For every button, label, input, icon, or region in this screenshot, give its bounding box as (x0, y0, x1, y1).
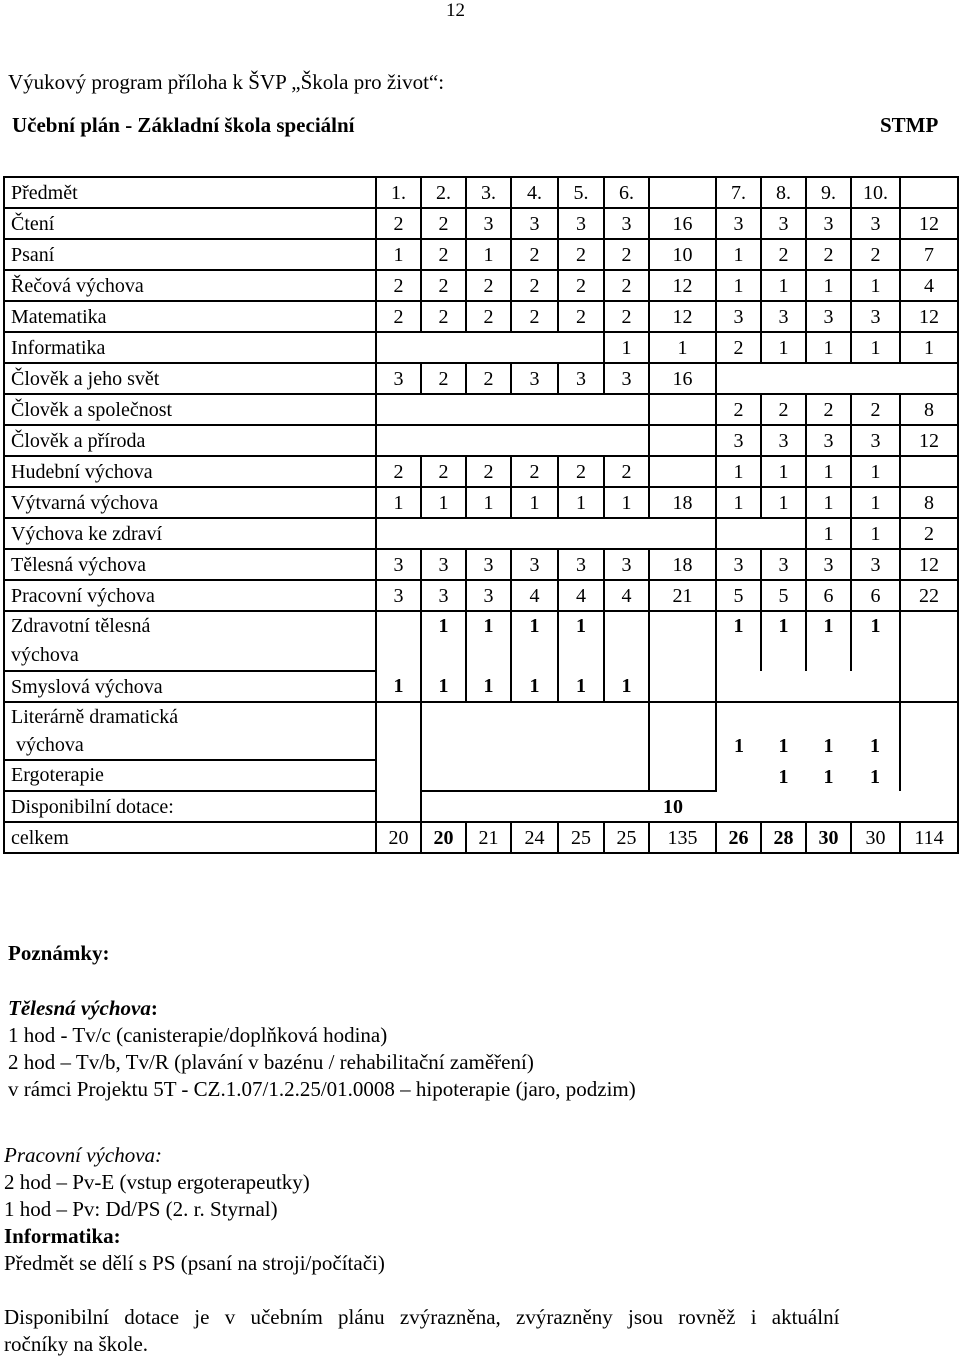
table-cell: 2 (466, 301, 511, 332)
curriculum-table (3, 176, 959, 854)
table-cell: 3 (716, 301, 761, 332)
table-cell: 18 (649, 549, 716, 580)
table-header-row (4, 177, 958, 208)
table-cell: 3 (716, 549, 761, 580)
tv-line: 2 hod – Tv/b, Tv/R (plavání v bazénu / rehabilitační zaměření) (8, 1050, 534, 1074)
subject-name: Řečová výchova (4, 270, 376, 301)
table-cell: 1 (558, 671, 604, 702)
subject-name: Psaní (4, 239, 376, 270)
table-cell: 1 (806, 487, 851, 518)
table-cell: 3 (806, 425, 851, 456)
table-cell: 2 (421, 270, 466, 301)
table-cell: 21 (649, 580, 716, 611)
table-cell: 3 (511, 363, 558, 394)
table-cell: 12 (900, 301, 958, 332)
total-cell: 20 (421, 822, 466, 853)
table-row (4, 363, 958, 394)
plan-title: Učební plán - Základní škola speciální (12, 113, 355, 137)
table-cell (900, 760, 958, 791)
subject-name: Člověk a příroda (4, 425, 376, 456)
subject-name: Smyslová výchova (4, 671, 376, 702)
final-note: ročníky na škole. (4, 1332, 149, 1356)
tv-line: v rámci Projektu 5T - CZ.1.07/1.2.25/01.0008 – hipoterapie (jaro, podzim) (8, 1077, 636, 1101)
table-cell: 2 (851, 394, 900, 425)
table-cell: 2 (421, 363, 466, 394)
table-cell: 3 (558, 363, 604, 394)
table-cell: 1 (761, 332, 806, 363)
table-cell: 3 (604, 363, 649, 394)
subject-name: Čtení (4, 208, 376, 239)
table-cell: 3 (761, 301, 806, 332)
table-cell: 2 (558, 239, 604, 270)
table-cell: 1 (823, 766, 834, 788)
table-cell (604, 611, 649, 671)
pv-line: 2 hod – Pv-E (vstup ergoterapeutky) (4, 1170, 310, 1194)
table-cell (649, 456, 716, 487)
table-cell: 4 (511, 580, 558, 611)
header-grade: 10. (851, 177, 900, 208)
table-cell: 1 (421, 671, 466, 702)
subject-name: celkem (4, 822, 376, 853)
table-cell: 3 (716, 425, 761, 456)
table-cell: 22 (900, 580, 958, 611)
table-cell: 3 (806, 301, 851, 332)
table-cell: 2 (421, 456, 466, 487)
subject-name: Člověk a jeho svět (4, 363, 376, 394)
total-cell: 24 (511, 822, 558, 853)
table-row (4, 456, 958, 487)
table-cell: 2 (376, 301, 421, 332)
intro-line: Výukový program příloha k ŠVP „Škola pro život“: (8, 70, 445, 94)
notes-section-2 (4, 1142, 839, 1358)
table-cell (900, 456, 958, 487)
table-cell: 1 (806, 456, 851, 487)
table-row (4, 671, 958, 702)
table-cell (900, 702, 958, 760)
table-cell: 1 (604, 671, 649, 702)
total-cell: 21 (466, 822, 511, 853)
page-number: 12 (446, 0, 465, 21)
table-cell: 3 (466, 580, 511, 611)
plan-code: STMP (880, 113, 939, 137)
table-cell: 3 (806, 549, 851, 580)
table-cell: 6 (851, 580, 900, 611)
table-cell: 1 (716, 702, 761, 760)
table-cell: 2 (761, 394, 806, 425)
table-cell: 1 (716, 270, 761, 301)
table-cell: 4 (900, 270, 958, 301)
table-row (4, 208, 958, 239)
table-cell (761, 791, 958, 822)
table-cell: 3 (604, 208, 649, 239)
table-cell: 12 (900, 549, 958, 580)
table-cell: 1 (511, 611, 558, 671)
table-row (4, 791, 958, 822)
table-cell: 3 (376, 549, 421, 580)
table-cell: 1 (761, 702, 806, 760)
table-cell: 1 (466, 239, 511, 270)
notes-section (8, 940, 636, 1103)
subject-name: Výchova ke zdraví (4, 518, 376, 549)
table-cell (649, 702, 716, 791)
table-cell: 3 (851, 301, 900, 332)
table-cell (376, 518, 716, 549)
table-cell: 1 (851, 487, 900, 518)
table-cell: 1 (558, 611, 604, 671)
table-cell: 2 (466, 363, 511, 394)
table-cell: 1 (466, 671, 511, 702)
table-cell: 1 (716, 611, 761, 671)
header-subject: Předmět (4, 177, 376, 208)
table-cell: 8 (900, 394, 958, 425)
notes-heading: Poznámky: (8, 941, 110, 965)
tv-heading: Tělesná výchova: (8, 996, 158, 1020)
subject-name: Zdravotní tělesná výchova (4, 611, 376, 671)
table-cell: 3 (716, 208, 761, 239)
table-cell: 1 (851, 456, 900, 487)
table-cell: 1 (851, 518, 900, 549)
table-cell: 1 (806, 518, 851, 549)
table-cell (716, 518, 806, 549)
table-cell (421, 702, 649, 791)
header-grade: 6. (604, 177, 649, 208)
table-cell: 1 (806, 611, 851, 671)
table-cell: 3 (511, 549, 558, 580)
table-cell: 1 (870, 766, 880, 788)
table-row (4, 301, 958, 332)
table-cell: 12 (900, 208, 958, 239)
table-row (4, 518, 958, 549)
table-cell: 4 (558, 580, 604, 611)
subject-name: Pracovní výchova (4, 580, 376, 611)
table-row (4, 549, 958, 580)
table-row (4, 487, 958, 518)
table-cell: 3 (511, 208, 558, 239)
table-cell: 1 (761, 456, 806, 487)
table-cell: 3 (851, 208, 900, 239)
total-cell: 135 (649, 822, 716, 853)
table-cell: 2 (604, 270, 649, 301)
table-cell: 8 (900, 487, 958, 518)
table-cell: 2 (851, 239, 900, 270)
subject-name: Výtvarná výchova (4, 487, 376, 518)
table-cell (376, 425, 649, 456)
table-cell: 1 (851, 702, 900, 760)
header-grade: 3. (466, 177, 511, 208)
tv-line: 1 hod - Tv/c (canisterapie/doplňková hodina) (8, 1023, 388, 1047)
table-cell: 1 (649, 332, 716, 363)
table-cell: 1 (558, 487, 604, 518)
table-cell: 12 (649, 270, 716, 301)
table-cell: 3 (604, 549, 649, 580)
table-row (4, 702, 958, 760)
table-cell: 16 (649, 208, 716, 239)
table-cell: 5 (761, 580, 806, 611)
table-row (4, 270, 958, 301)
table-cell: 4 (604, 580, 649, 611)
table-cell: 2 (558, 301, 604, 332)
table-cell: 1 (900, 332, 958, 363)
table-cell (716, 671, 900, 702)
table-cell: 1 (851, 611, 900, 671)
final-note: Disponibilní dotace je v učebním plánu zvýrazněna, zvýrazněny jsou rovněž i aktuální (4, 1305, 840, 1329)
table-cell: 1 (716, 456, 761, 487)
inf-heading: Informatika: (4, 1224, 121, 1248)
header-grade: 5. (558, 177, 604, 208)
table-cell: 2 (511, 456, 558, 487)
table-cell: 3 (376, 363, 421, 394)
table-cell: 3 (421, 580, 466, 611)
table-cell: 3 (761, 425, 806, 456)
table-cell (376, 611, 421, 671)
table-cell (649, 425, 716, 456)
table-cell: 1 (421, 611, 466, 671)
table-cell: 3 (466, 208, 511, 239)
table-cell (649, 671, 716, 702)
table-cell: 1 (376, 487, 421, 518)
header-grade: 2. (421, 177, 466, 208)
table-cell: 1 (421, 487, 466, 518)
table-cell: 7 (900, 239, 958, 270)
table-cell: 3 (558, 208, 604, 239)
header-grade: 1. (376, 177, 421, 208)
table-cell: 3 (421, 549, 466, 580)
table-cell: 1 (806, 702, 851, 760)
table-cell: 1 (761, 487, 806, 518)
header-grade (649, 177, 716, 208)
table-cell: 2 (376, 270, 421, 301)
subject-name: Literárně dramatická výchova (4, 702, 376, 760)
table-cell: 3 (376, 580, 421, 611)
total-cell: 28 (761, 822, 806, 853)
table-cell: 5 (716, 580, 761, 611)
table-cell: 2 (376, 208, 421, 239)
table-cell (900, 611, 958, 702)
table-cell: 3 (558, 549, 604, 580)
table-cell: 1 (604, 332, 649, 363)
table-cell: 1 (376, 239, 421, 270)
table-cell: 10 (663, 795, 683, 818)
table-cell: 1 (716, 487, 761, 518)
table-cell: 12 (900, 425, 958, 456)
table-cell: 1 (376, 671, 421, 702)
table-cell: 10 (649, 239, 716, 270)
table-row (4, 425, 958, 456)
subject-name: Tělesná výchova (4, 549, 376, 580)
subject-name: Matematika (4, 301, 376, 332)
table-cell: 3 (466, 549, 511, 580)
table-cell: 1 (511, 487, 558, 518)
table-cell: 1 (778, 766, 789, 788)
table-cell: 2 (900, 518, 958, 549)
table-cell: 1 (761, 611, 806, 671)
table-cell: 1 (806, 270, 851, 301)
table-cell: 16 (649, 363, 716, 394)
table-cell: 2 (604, 239, 649, 270)
header-grade: 7. (716, 177, 761, 208)
total-cell: 114 (900, 822, 958, 853)
table-cell: 2 (421, 239, 466, 270)
table-cell (421, 791, 649, 822)
table-total-row (4, 822, 958, 853)
table-cell: 3 (761, 208, 806, 239)
total-cell: 30 (851, 822, 900, 853)
table-cell: 3 (761, 549, 806, 580)
table-cell (716, 363, 958, 394)
header-grade: 9. (806, 177, 851, 208)
table-row (4, 611, 958, 671)
table-cell: 1 (851, 332, 900, 363)
table-cell (649, 611, 716, 671)
table-cell: 2 (466, 456, 511, 487)
table-row (4, 580, 958, 611)
total-cell: 26 (716, 822, 761, 853)
table-cell: 2 (466, 270, 511, 301)
header-grade: 4. (511, 177, 558, 208)
table-cell: 3 (851, 549, 900, 580)
inf-line: Předmět se dělí s PS (psaní na stroji/počítači) (4, 1251, 385, 1275)
table-cell: 2 (511, 301, 558, 332)
table-cell: 2 (376, 456, 421, 487)
table-cell: 1 (466, 487, 511, 518)
table-cell: 2 (604, 301, 649, 332)
table-cell (649, 394, 716, 425)
table-cell: 2 (511, 270, 558, 301)
table-cell: 3 (806, 208, 851, 239)
table-cell: 2 (558, 456, 604, 487)
table-cell: 2 (511, 239, 558, 270)
table-cell: 2 (761, 239, 806, 270)
table-cell: 1 (604, 487, 649, 518)
table-cell: 18 (649, 487, 716, 518)
subject-name: Hudební výchova (4, 456, 376, 487)
table-row (4, 332, 958, 363)
pv-heading: Pracovní výchova: (4, 1143, 163, 1167)
table-cell: 2 (716, 394, 761, 425)
subject-name: Informatika (4, 332, 376, 363)
header-grade (900, 177, 958, 208)
table-cell: 3 (851, 425, 900, 456)
table-cell: 12 (649, 301, 716, 332)
subject-name: Ergoterapie (4, 760, 376, 791)
total-cell: 25 (558, 822, 604, 853)
table-cell: 2 (604, 456, 649, 487)
table-cell: 1 (511, 671, 558, 702)
table-cell: 1 (851, 270, 900, 301)
table-cell: 6 (806, 580, 851, 611)
total-cell: 30 (806, 822, 851, 853)
table-cell: 2 (806, 394, 851, 425)
table-cell: 1 (761, 270, 806, 301)
subject-name: Člověk a společnost (4, 394, 376, 425)
table-cell: 1 (806, 332, 851, 363)
table-cell: 2 (558, 270, 604, 301)
table-cell (376, 394, 649, 425)
table-cell (376, 702, 421, 822)
total-cell: 25 (604, 822, 649, 853)
total-cell: 20 (376, 822, 421, 853)
table-row (4, 239, 958, 270)
table-cell: 2 (806, 239, 851, 270)
table-cell: 1 (716, 239, 761, 270)
table-cell: 1 (466, 611, 511, 671)
table-cell (716, 760, 761, 791)
table-cell: 2 (421, 301, 466, 332)
header-grade: 8. (761, 177, 806, 208)
pv-line: 1 hod – Pv: Dd/PS (2. r. Styrnal) (4, 1197, 278, 1221)
table-cell: 2 (716, 332, 761, 363)
table-row (4, 394, 958, 425)
table-cell: 2 (421, 208, 466, 239)
table-cell (376, 332, 604, 363)
subject-name: Disponibilní dotace: (4, 791, 376, 822)
